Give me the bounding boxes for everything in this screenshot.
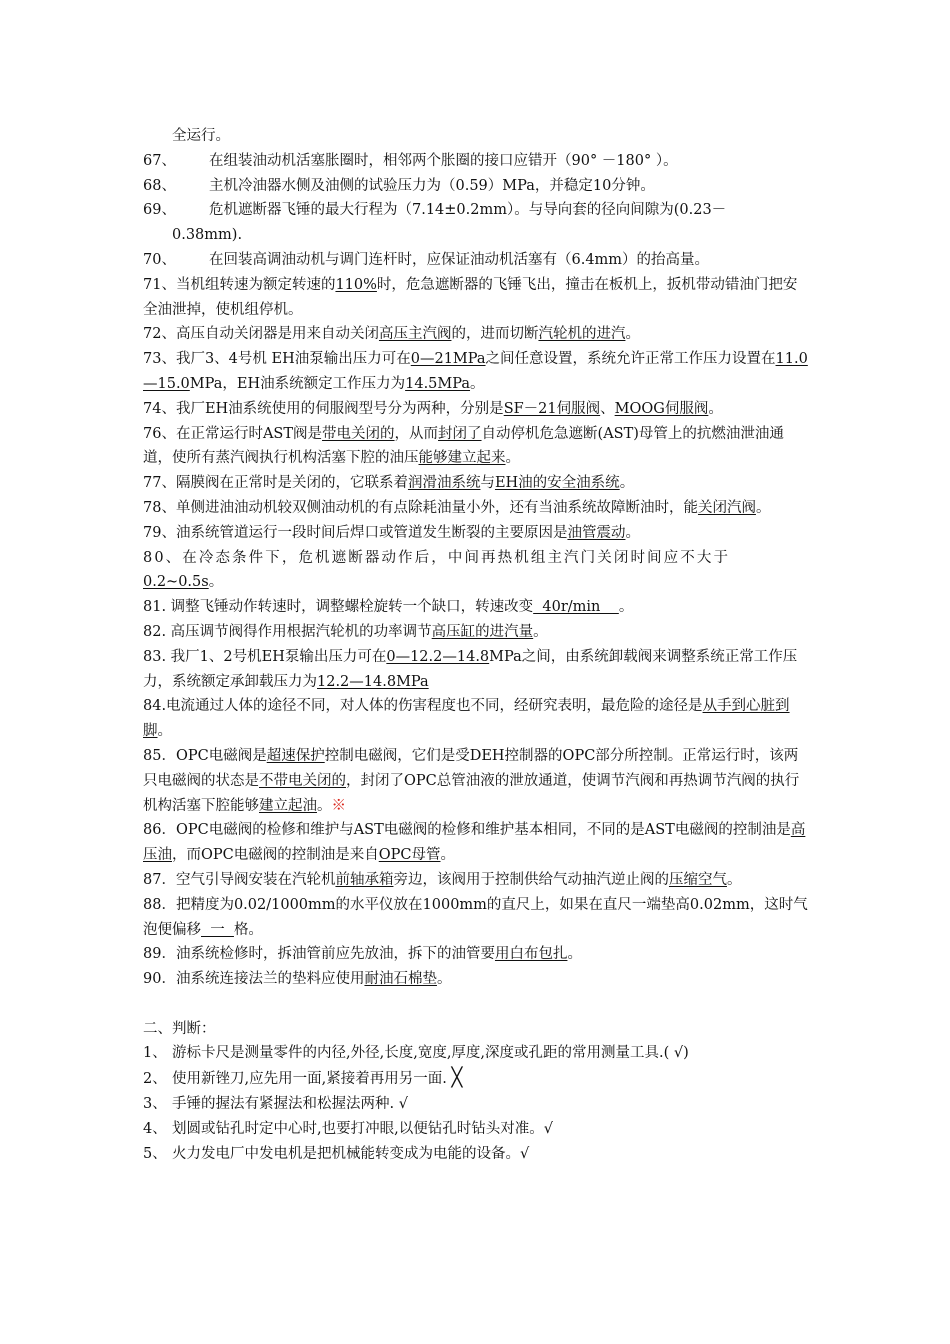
line-66-continued: 全运行。 bbox=[172, 128, 230, 144]
answer-underlined: 耐油石棉垫 bbox=[364, 971, 437, 988]
q-number: 67、 bbox=[143, 152, 176, 169]
question-69-continued: 0.38mm). bbox=[172, 227, 243, 244]
question-82 bbox=[143, 620, 808, 645]
q-text: 在组装油动机活塞胀圈时，相邻两个胀圈的接口应错开（90° －180° ）。 bbox=[209, 152, 678, 169]
question-81 bbox=[143, 595, 808, 620]
question-84 bbox=[143, 694, 808, 744]
answer-underlined: 14.5MPa bbox=[405, 375, 471, 392]
item-text: 使用新锉刀,应先用一面,紧接着再用另一面. bbox=[172, 1071, 447, 1088]
q-text: 控制电磁阀，它们是受DEH控制器的OPC部分所控制。正常运行时，该两只电磁阀的状态是 bbox=[143, 747, 799, 789]
question-70 bbox=[143, 248, 808, 273]
q-text: 77、隔膜阀在正常时是关闭的，它联系着 bbox=[143, 475, 408, 492]
question-78 bbox=[143, 496, 808, 521]
question-89 bbox=[143, 942, 808, 967]
answer-underlined: 110% bbox=[335, 276, 377, 293]
cross-mark: ╳ bbox=[451, 1067, 463, 1089]
q-text: 。 bbox=[755, 499, 771, 516]
answer-underlined: 汽轮机的进汽 bbox=[538, 326, 626, 343]
question-68 bbox=[143, 174, 808, 199]
question-79 bbox=[143, 521, 808, 546]
q-text: ，封闭了OPC总管油液的泄放通道，使调节汽阀和再热调节汽阀的执行机构活塞下腔能够 bbox=[143, 772, 800, 814]
q-text: 79、油系统管道运行一段时间后焊口或管道发生断裂的主要原因是 bbox=[143, 524, 568, 541]
spacer bbox=[143, 992, 808, 1017]
question-90 bbox=[143, 967, 808, 992]
q-text: MPa，EH油系统额定工作压力为 bbox=[189, 375, 406, 392]
question-83 bbox=[143, 645, 808, 695]
judge-item-4 bbox=[143, 1117, 808, 1142]
answer-underlined: SF－21伺服阀 bbox=[503, 400, 601, 417]
answer-underlined: 油管震动 bbox=[567, 524, 626, 541]
q-text: 。 bbox=[533, 623, 548, 640]
question-67 bbox=[143, 149, 808, 174]
item-number: 4、 bbox=[143, 1120, 167, 1137]
q-text: 72、高压自动关闭器是用来自动关闭 bbox=[143, 326, 379, 343]
q-text: 。 bbox=[470, 375, 485, 392]
q-text: 、 bbox=[600, 400, 615, 417]
judge-item-1 bbox=[143, 1041, 808, 1066]
answer-underlined: 前轴承箱 bbox=[335, 871, 394, 888]
q-text: 。 bbox=[726, 871, 742, 888]
q-text: 。 bbox=[436, 971, 452, 988]
judge-item-2 bbox=[143, 1066, 808, 1092]
q-text: 之间任意设置，系统允许正常工作压力设置在 bbox=[485, 351, 776, 368]
q-number: 68、 bbox=[143, 177, 176, 194]
q-text: 86．OPC电磁阀的检修和维护与AST电磁阀的检修和维护基本相同，不同的是AST电磁阀的控制油是 bbox=[143, 822, 791, 839]
q-text: 71、当机组转速为额定转速的 bbox=[143, 276, 336, 293]
q-text: 73、我厂3、4号机 EH油泵输出压力可在 bbox=[143, 351, 411, 368]
document-page bbox=[143, 124, 808, 1166]
q-text: 。 bbox=[708, 400, 723, 417]
answer-underlined: 0—21MPa bbox=[410, 351, 486, 368]
q-text: 82. 高压调节阀得作用根据汽轮机的功率调节 bbox=[143, 623, 432, 640]
q-text: 的，进而切断 bbox=[451, 326, 539, 343]
item-number: 1、 bbox=[143, 1045, 167, 1062]
answer-underlined: 能够建立起来 bbox=[418, 450, 506, 467]
question-87 bbox=[143, 868, 808, 893]
question-80 bbox=[143, 546, 808, 596]
question-74 bbox=[143, 397, 808, 422]
q-text: 88．把精度为0.02/1000mm的水平仪放在1000mm的直尺上，如果在直尺一端垫高0.02mm，这时气泡便偏移 bbox=[143, 896, 808, 938]
q-text: ，而OPC电磁阀的控制油是来自 bbox=[172, 847, 379, 864]
q-text: 旁边，该阀用于控制供给气动抽汽逆止阀的 bbox=[393, 871, 669, 888]
q-text: 78、单侧进油油动机较双侧油动机的有点除耗油量小外，还有当油系统故障断油时，能 bbox=[143, 499, 698, 516]
question-77 bbox=[143, 471, 808, 496]
answer-underlined: 高压油 bbox=[143, 822, 806, 864]
answer-underlined: 高压主汽阀 bbox=[378, 326, 452, 343]
q-text: 。 bbox=[619, 475, 635, 492]
answer-underlined: OPC母管 bbox=[378, 847, 441, 864]
question-85 bbox=[143, 744, 808, 818]
answer-underlined: 0.2~0.5s bbox=[143, 574, 209, 591]
item-number: 5、 bbox=[143, 1145, 167, 1162]
question-73 bbox=[143, 347, 808, 397]
question-76 bbox=[143, 422, 808, 472]
q-text: 与 bbox=[480, 475, 495, 492]
q-text: 74、我厂EH油系统使用的伺服阀型号分为两种，分别是 bbox=[143, 400, 504, 417]
q-text: 。 bbox=[625, 326, 640, 343]
q-text: 85．OPC电磁阀是 bbox=[143, 747, 267, 764]
judge-item-3 bbox=[143, 1092, 808, 1117]
q-text: 81. 调整飞锤动作转速时，调整螺栓旋转一个缺口，转速改变 bbox=[143, 599, 534, 616]
item-number: 3、 bbox=[143, 1096, 167, 1113]
answer-underlined: 封闭了 bbox=[438, 425, 482, 442]
q-number: 69、 bbox=[143, 202, 176, 219]
q-text: 自动停机危急遮断(AST)母管上的抗燃油泄油通道，使所有蒸汽阀执行机构活塞下腔的油压 bbox=[143, 425, 784, 467]
q-text: 。 bbox=[505, 450, 520, 467]
answer-underlined: 从手到心脏到脚 bbox=[143, 698, 790, 740]
q-text: 84.电流通过人体的途径不同，对人体的伤害程度也不同，经研究表明，最危险的途径是 bbox=[143, 698, 703, 715]
question-71 bbox=[143, 273, 808, 323]
section-heading: 二、判断： bbox=[143, 1020, 216, 1037]
q-text: 87．空气引导阀安装在汽轮机 bbox=[143, 871, 336, 888]
answer-underlined: 建立起油 bbox=[259, 797, 317, 814]
q-text: 83. 我厂1、2号机EH泵输出压力可在 bbox=[143, 648, 387, 665]
answer-underlined: 用白布包扎 bbox=[494, 946, 568, 963]
q-text: 。 bbox=[440, 847, 455, 864]
answer-underlined: 12.2—14.8MPa bbox=[317, 673, 429, 690]
answer-underlined: 压缩空气 bbox=[668, 871, 727, 888]
item-text: 手锤的握法有紧握法和松握法两种. √ bbox=[172, 1096, 408, 1113]
q-text: 主机冷油器水侧及油侧的试验压力为（0.59）MPa，并稳定10分钟。 bbox=[209, 177, 655, 194]
answer-underlined: 40r/min bbox=[533, 599, 619, 616]
question-69 bbox=[143, 198, 808, 223]
reference-mark: ※ bbox=[331, 797, 346, 814]
q-text: 危机遮断器飞锤的最大行程为（7.14±0.2mm）。与导向套的径向间隙为(0.23－ bbox=[209, 202, 727, 219]
item-text: 游标卡尺是测量零件的内径,外径,长度,宽度,厚度,深度或孔距的常用测量工具.( √) bbox=[172, 1045, 689, 1062]
answer-underlined: 不带电关闭的 bbox=[259, 772, 346, 789]
question-86 bbox=[143, 818, 808, 868]
q-text: 89．油系统检修时，拆油管前应先放油，拆下的油管要 bbox=[143, 946, 495, 963]
answer-underlined: EH油的安全油系统 bbox=[494, 475, 620, 492]
q-text: 格。 bbox=[233, 921, 263, 938]
q-text: 90．油系统连接法兰的垫料应使用 bbox=[143, 971, 365, 988]
judge-item-5 bbox=[143, 1142, 808, 1167]
q-text: 。 bbox=[157, 723, 172, 740]
q-text: ，从而 bbox=[394, 425, 439, 442]
answer-underlined: 关闭汽阀 bbox=[697, 499, 756, 516]
answer-underlined: 高压缸的进汽量 bbox=[431, 623, 534, 640]
q-number: 70、 bbox=[143, 251, 176, 268]
q-text: 。 bbox=[567, 946, 582, 963]
question-72 bbox=[143, 322, 808, 347]
answer-underlined: 一 bbox=[201, 921, 234, 938]
q-text: 在回装高调油动机与调门连杆时，应保证油动机活塞有（6.4mm）的抬高量。 bbox=[209, 251, 710, 268]
q-text: 。 bbox=[208, 574, 226, 591]
answer-underlined: MOOG伺服阀 bbox=[614, 400, 709, 417]
answer-underlined: 0—12.2—14.8 bbox=[386, 648, 490, 665]
answer-underlined: 润滑油系统 bbox=[407, 475, 481, 492]
item-number: 2、 bbox=[143, 1071, 167, 1088]
q-text: 。 bbox=[625, 524, 640, 541]
answer-underlined: 超速保护 bbox=[266, 747, 325, 764]
q-text: 时，危急遮断器的飞锤飞出，撞击在板机上，扳机带动错油门把安全油泄掉，使机组停机。 bbox=[143, 276, 798, 318]
q-text: MPa之间，由系统卸载阀来调整系统正常工作压力，系统额定承卸载压力为 bbox=[143, 648, 798, 690]
item-text: 火力发电厂中发电机是把机械能转变成为电能的设备。√ bbox=[172, 1145, 530, 1162]
q-text: 76、在正常运行时AST阀是 bbox=[143, 425, 323, 442]
answer-underlined: 11.0—15.0 bbox=[143, 351, 808, 392]
q-text: 80、在冷态条件下，危机遮断器动作后，中间再热机组主汽门关闭时间应不大于 bbox=[143, 549, 731, 566]
question-88 bbox=[143, 893, 808, 943]
q-text: 。 bbox=[317, 797, 332, 814]
q-text: 。 bbox=[618, 599, 634, 616]
item-text: 划圆或钻孔时定中心时,也要打冲眼,以便钻孔时钻头对准。√ bbox=[172, 1120, 553, 1137]
answer-underlined: 带电关闭的 bbox=[322, 425, 395, 442]
